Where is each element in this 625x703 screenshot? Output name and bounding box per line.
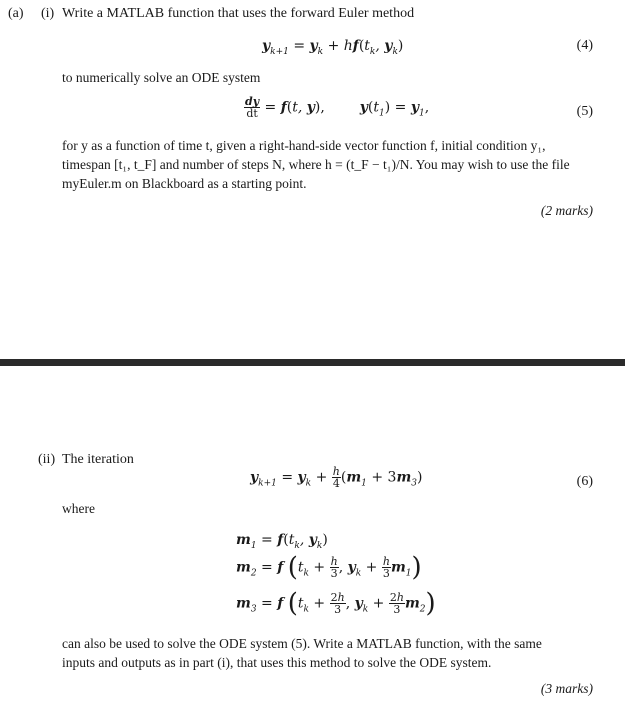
sub-part-label: (i) xyxy=(41,6,55,21)
equation-m1: $m_1 = f(t_k$, $y_k$) xyxy=(236,532,328,551)
equation-number-6: (6) xyxy=(576,474,593,489)
equation-number-4: (4) xyxy=(576,38,593,53)
question-paragraph-line-3: myEuler.m on Blackboard as a starting point. xyxy=(62,176,307,191)
solve-text: to numerically solve an ODE system xyxy=(62,70,261,85)
question-intro: Write a MATLAB function that uses the forward Euler method xyxy=(62,6,415,21)
equation-m2: $m_2 = f$ ($t_k$ + $\frac{h}{3}$ , $y_k$ + $\frac{h}{3}$ $m_1$) xyxy=(236,552,422,583)
question-paragraph-line-2: timespan [t₁, t_F] and number of steps N, where h = (t_F − t₁)/N. You may wish to use the file xyxy=(62,157,570,172)
equation-m3: $m_3 = f$ ($t_k$ + $\frac{2h}{3}$ , $y_k$ + $\frac{2h}{3}$ $m_2$) xyxy=(236,588,436,619)
closing-paragraph-line-2: inputs and outputs as in part (i), that uses this method to solve the ODE system. xyxy=(62,655,492,670)
page-divider xyxy=(0,359,625,366)
marks-part-ii: (3 marks) xyxy=(540,681,593,696)
part-label: (a) xyxy=(8,6,24,21)
marks-part-i: (2 marks) xyxy=(540,203,593,218)
question-paragraph-line-1: for y as a function of time t, given a right-hand-side vector function f, initial condition y₁, xyxy=(62,138,546,153)
closing-paragraph-line-1: can also be used to solve the ODE system (5). Write a MATLAB function, with the same xyxy=(62,636,542,651)
equation-4: $y_{k+1} = y_k + hf(t_k$, $y_k$) xyxy=(262,38,404,57)
equation-number-5: (5) xyxy=(576,104,593,119)
where-text: where xyxy=(62,501,95,516)
sub-part-label-ii: (ii) xyxy=(38,452,56,467)
equation-6: $y_{k+1} = y_k$ + $\frac{h}{4}$ $(m_1 + 3m_3)$ xyxy=(250,465,423,490)
iteration-intro: The iteration xyxy=(62,452,134,467)
equation-5: $\frac{dy}{dt}$ = f(t, y), $y(t_1) = y_1$, xyxy=(245,95,430,120)
